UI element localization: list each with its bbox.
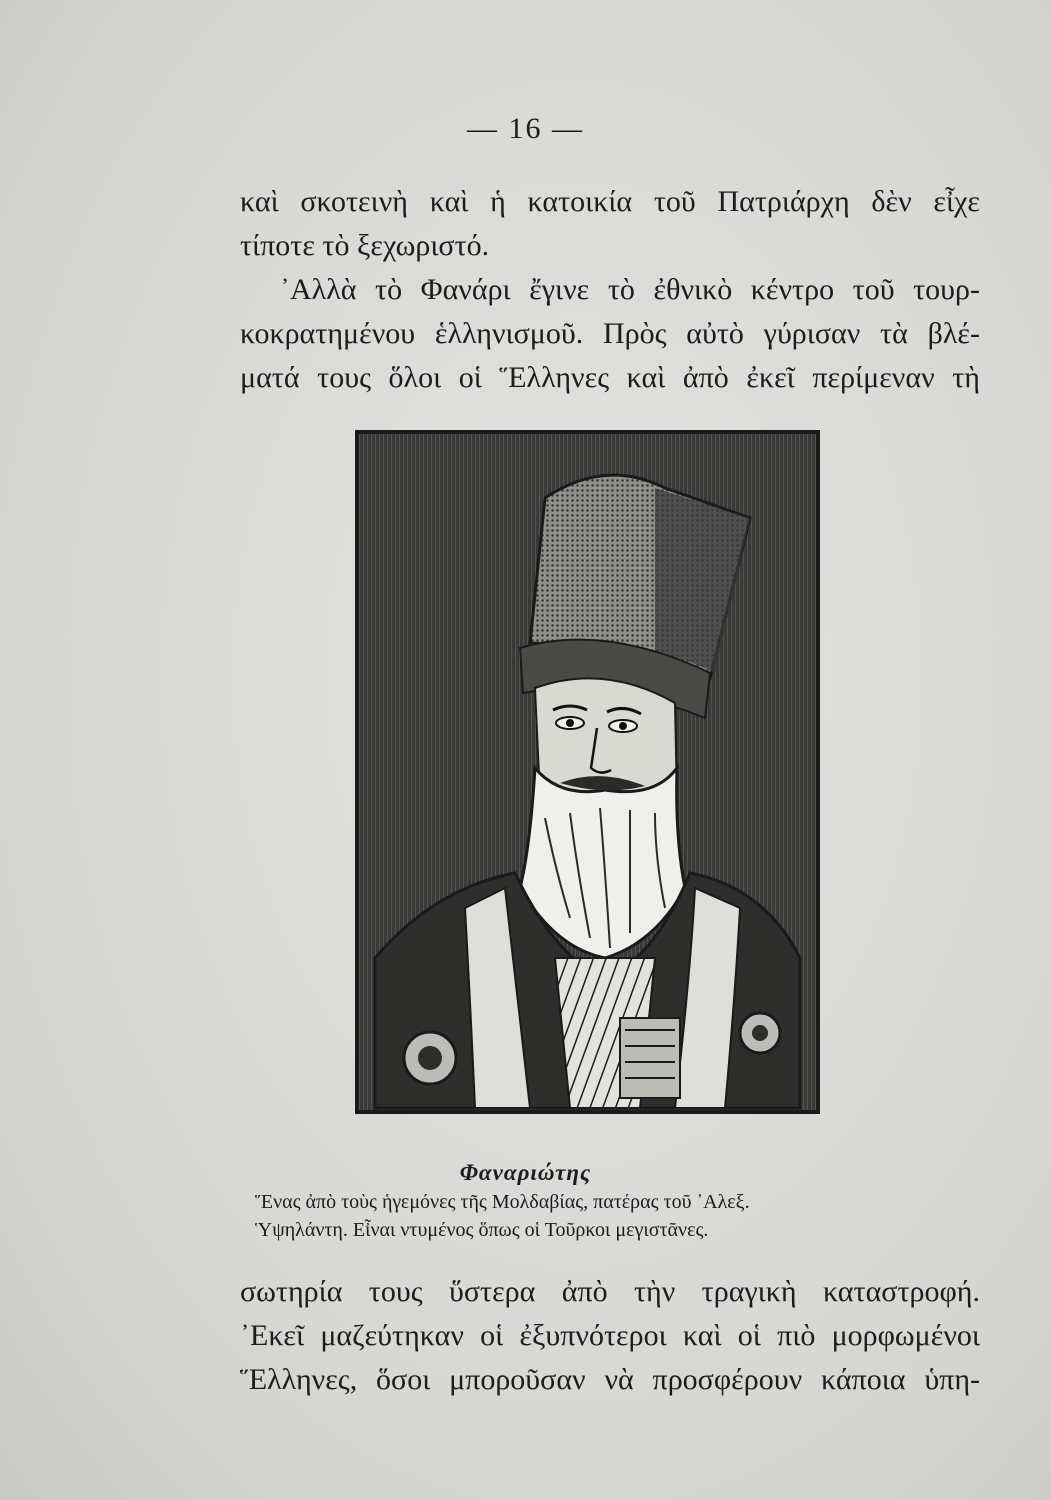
text-line: ᾿Αλλὰ τὸ Φανάρι ἔγινε τὸ ἐθνικὸ κέντρο τοῦ τουρ- [280,273,980,306]
text-line: ματά τους ὅλοι οἱ Ἕλληνες καὶ ἀπὸ ἐκεῖ περίμεναν τὴ [240,361,980,394]
paragraph-top [240,180,980,400]
text-line: Ἕλληνες, ὅσοι μποροῦσαν νὰ προσφέρουν κάποια ὑπη- [240,1363,980,1396]
text-line: κοκρατημένου ἑλληνισμοῦ. Πρὸς αὐτὸ γύρισαν τὰ βλέ- [240,317,980,350]
paragraph-bottom [240,1270,980,1402]
text-line: τίποτε τὸ ξεχωριστό. [240,229,490,262]
text-line: ᾿Εκεῖ μαζεύτηκαν οἱ ἐξυπνότεροι καὶ οἱ πιὸ μορφωμένοι [240,1319,980,1352]
caption-line: Ὑψηλάντη. Εἶναι ντυμένος ὅπως οἱ Τοῦρκοι μεγιστᾶνες. [255,1219,709,1241]
figure-caption [255,1188,905,1244]
page-number: — 16 — [467,112,584,145]
caption-line: Ἕνας ἀπὸ τοὺς ἡγεμόνες τῆς Μολδαβίας, πατέρας τοῦ ᾿Αλεξ. [255,1191,750,1213]
portrait-woodcut [355,418,820,1115]
figure-caption-title: Φαναριώτης [459,1160,592,1185]
text-line: σωτηρία τους ὕστερα ἀπὸ τὴν τραγικὴ καταστροφή. [240,1275,980,1308]
text-line: καὶ σκοτεινὴ καὶ ἡ κατοικία τοῦ Πατριάρχη δὲν εἶχε [240,185,980,218]
